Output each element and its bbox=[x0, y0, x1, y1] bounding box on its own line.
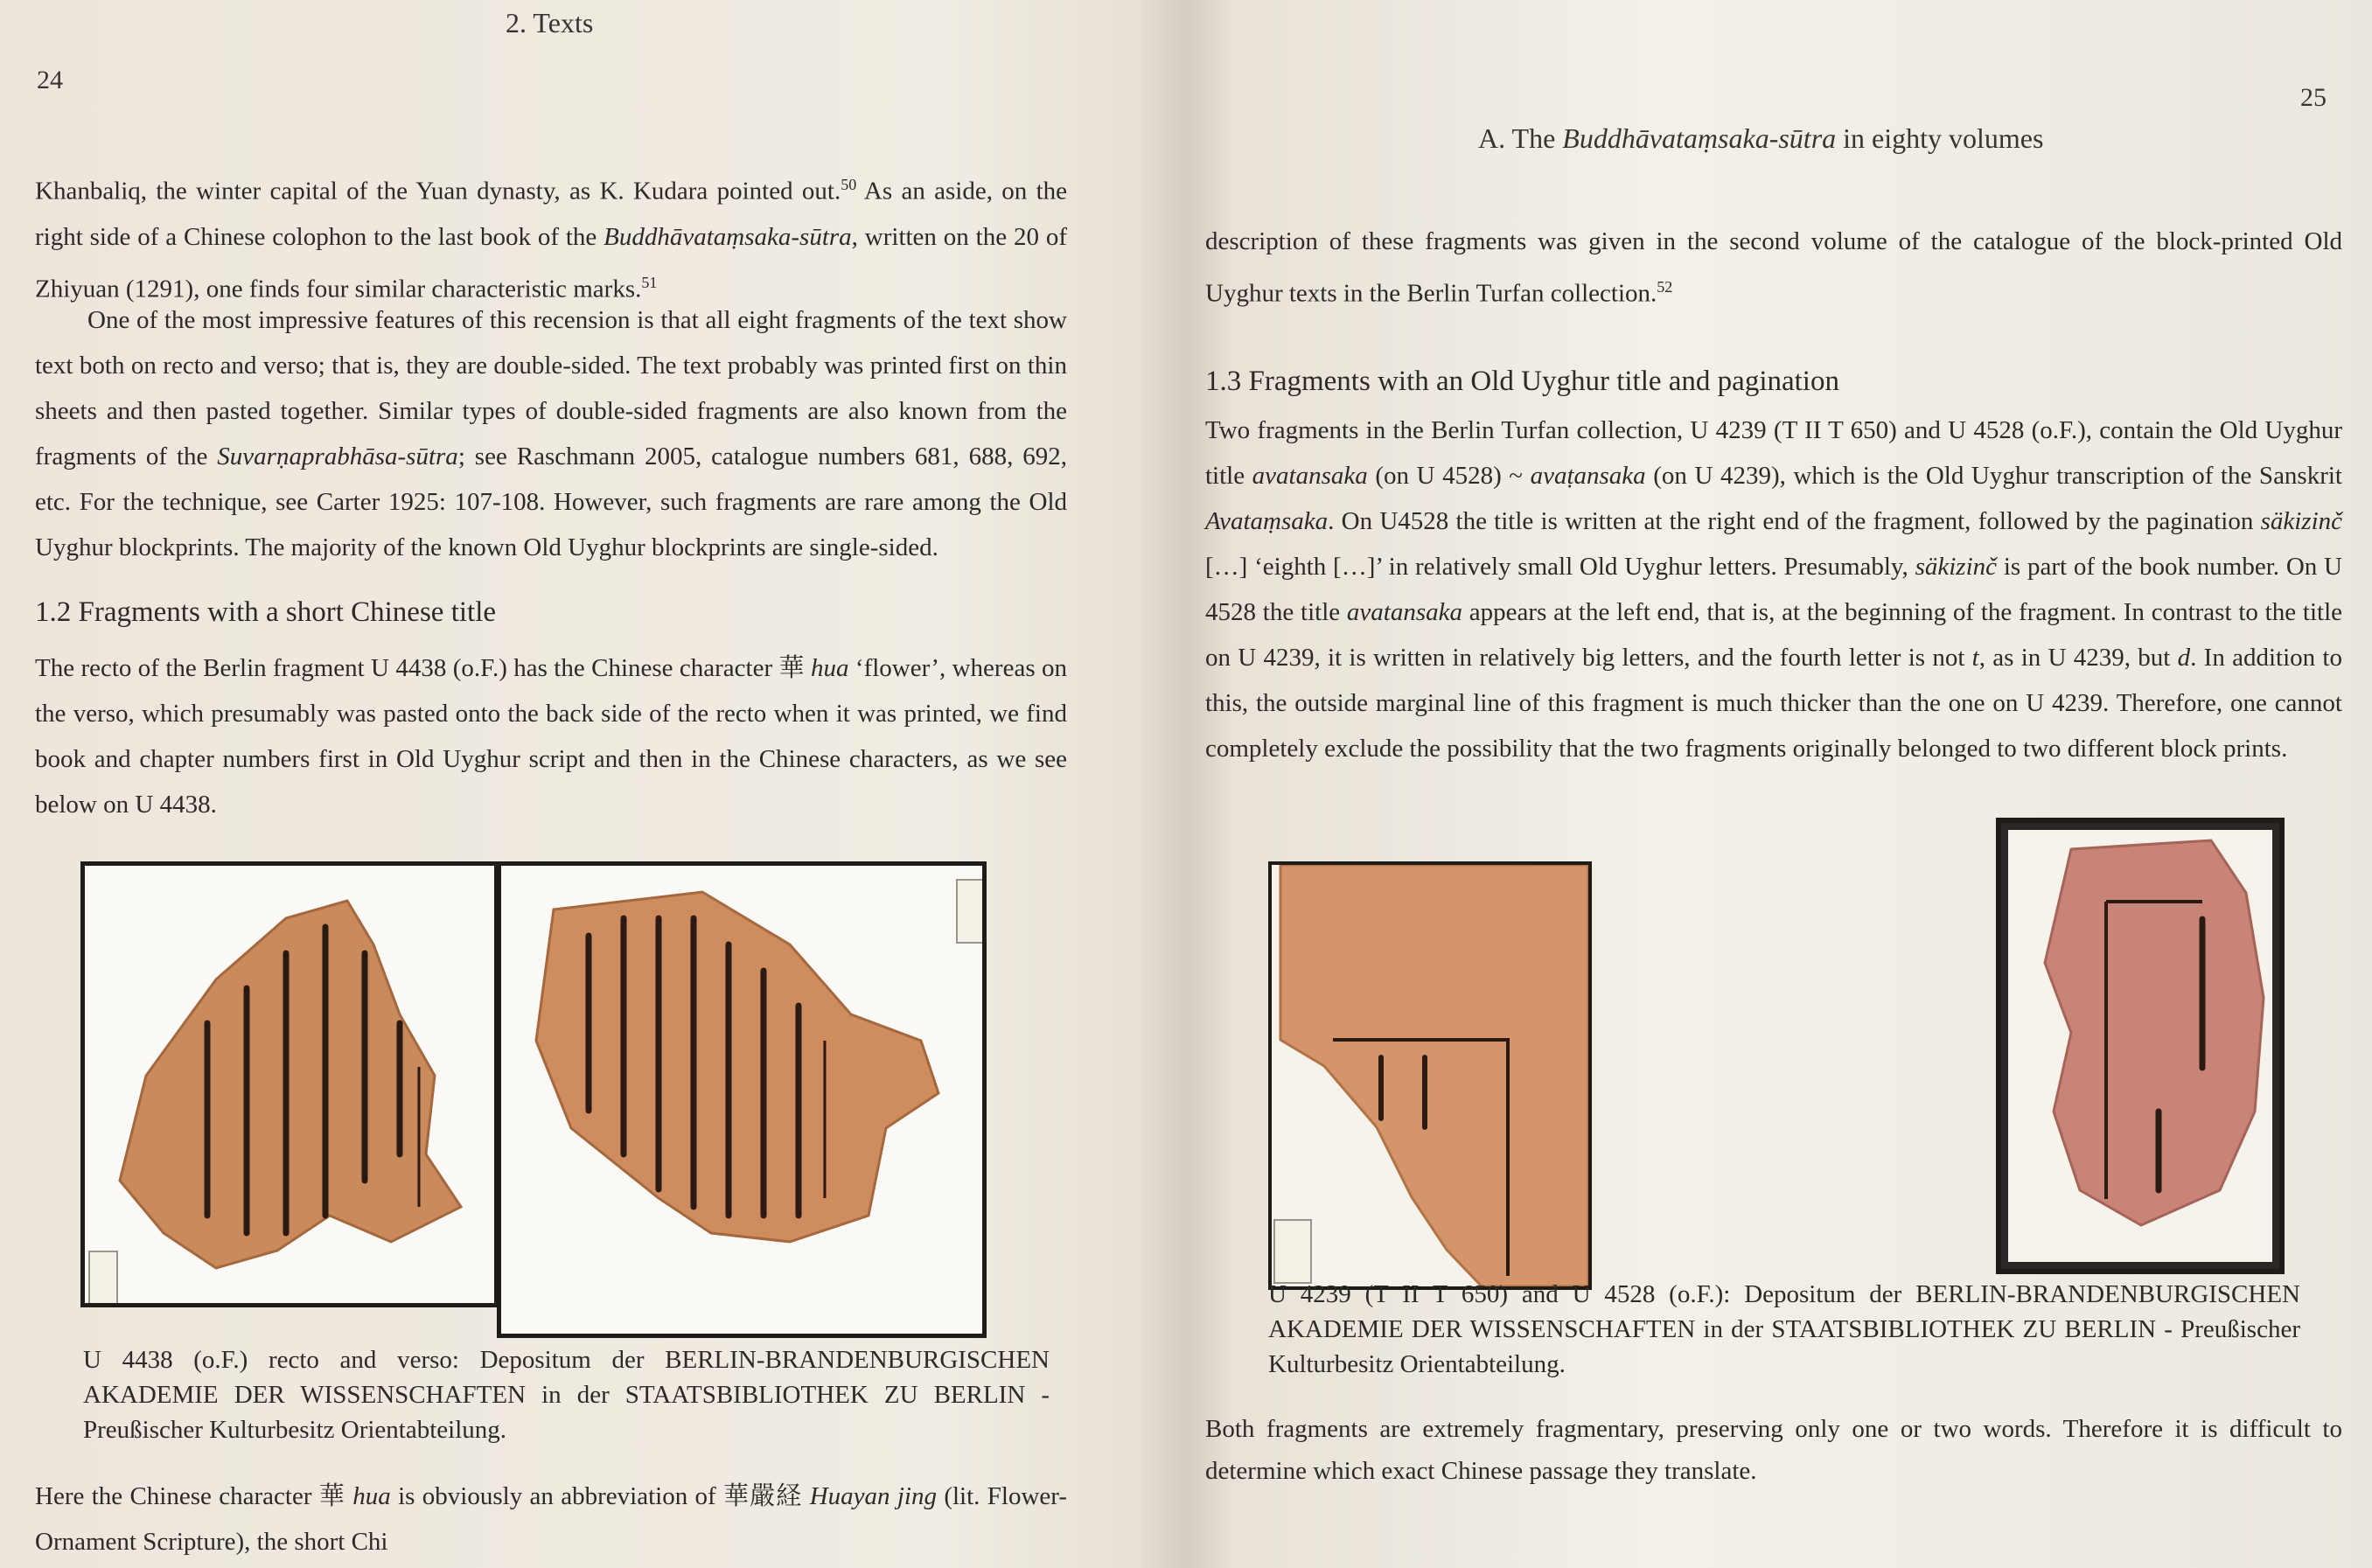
text-run: . In addition to this, the outside marginal line of this fragment is much thicker than the one on U 4239. Therefore, one cannot completely exclude the possibility that the two fragments originally belonged to two different block prints. bbox=[1205, 644, 2342, 763]
section-heading-1-2: 1.2 Fragments with a short Chinese title bbox=[35, 596, 497, 628]
text-run: is part of the book number. On U 4528 the title bbox=[1205, 553, 2343, 626]
right-figure-caption: U 4239 (T II T 650) and U 4528 (o.F.): Depositum der BERLIN-BRANDENBURGISCHEN AKADEMIE DER WISSENSCHAFTEN in der STAATSBIBLIOTHEK ZU BERLIN - Preußischer Kulturbesitz Orientabteilung. bbox=[1268, 1280, 2300, 1378]
italic-term: Huayan jing bbox=[809, 1482, 937, 1510]
left-page bbox=[0, 0, 1085, 1568]
italic-term: Suvarṇaprabhāsa-sūtra bbox=[217, 443, 458, 470]
text-run: , written on the 20 of Zhiyuan (1291), one finds four similar characteristic marks. bbox=[35, 222, 1067, 303]
italic-term: t bbox=[1971, 644, 1979, 672]
italic-term: säkizinč bbox=[1915, 553, 1998, 581]
text-run: Two fragments in the Berlin Turfan collection, U 4239 (T II T 650) and U 4528 (o.F.), contain the Old Uyghur title bbox=[1205, 416, 2342, 490]
text-run: description of these fragments was given in the second volume of the catalogue of the block-printed Old Uyghur texts in the Berlin Turfan collection. bbox=[1205, 227, 2342, 308]
specimen-label bbox=[956, 879, 984, 944]
text-run: in eighty volumes bbox=[1836, 122, 2044, 154]
text-run: The recto of the Berlin fragment U 4438 (o.F.) has the Chinese character 華 bbox=[35, 654, 812, 682]
text-run: Khanbaliq, the winter capital of the Yuan dynasty, as K. Kudara pointed out. bbox=[35, 177, 841, 206]
left-paragraph-2 bbox=[35, 297, 1067, 570]
footnote-ref[interactable]: 52 bbox=[1657, 278, 1673, 296]
text-run: A. The bbox=[1478, 122, 1563, 154]
left-bottom-paragraph bbox=[35, 1474, 1067, 1565]
right-section-paragraph bbox=[1205, 408, 2342, 771]
figure-recto-u4438 bbox=[80, 861, 499, 1307]
text-run: (on U 4239), which is the Old Uyghur transcription of the Sanskrit bbox=[1645, 462, 2342, 490]
figure-verso-u4438 bbox=[497, 861, 987, 1338]
text-run: One of the most impressive features of this recension is that all eight fragments of the text show text both on recto and verso; that is, they are double-sided. The text probably was printed first on thin sheets and then pasted together. Similar types of double-sided fragments are also known from the fragments of the bbox=[35, 306, 1067, 470]
figure-u4528 bbox=[1996, 818, 2285, 1274]
italic-term: Avataṃsaka bbox=[1205, 507, 1329, 535]
section-heading-1-3: 1.3 Fragments with an Old Uyghur title and pagination bbox=[1205, 366, 1839, 397]
left-figure-caption: U 4438 (o.F.) recto and verso: Depositum der BERLIN-BRANDENBURGISCHEN AKADEMIE DER WISSENSCHAFTEN in der STAATSBIBLIOTHEK ZU BERLIN - Preußischer Kulturbesitz Orientabteilung. bbox=[83, 1346, 1050, 1444]
italic-term: Buddhāvataṃsaka-sūtra bbox=[603, 222, 852, 251]
right-page-number: 25 bbox=[2300, 83, 2327, 112]
footnote-ref[interactable]: 51 bbox=[641, 273, 658, 291]
italic-term: avatansaka bbox=[1252, 462, 1368, 490]
left-section-paragraph bbox=[35, 645, 1067, 827]
italic-term: d bbox=[2177, 644, 2191, 672]
text-run: (on U 4528) ~ bbox=[1367, 462, 1531, 490]
text-run: ‘flower’, whereas on the verso, which presumably was pasted onto the back side of the recto when it was printed, we find book and chapter numbers first in Old Uyghur script and then in the Chinese characters, as we see below on U 4438. bbox=[35, 654, 1067, 819]
italic-term: avaṭansaka bbox=[1530, 462, 1646, 490]
text-run: . On U4528 the title is written at the right end of the fragment, followed by the pagination bbox=[1328, 507, 2261, 535]
right-intro-paragraph bbox=[1205, 219, 2342, 317]
fragment-u4239-image bbox=[1272, 865, 1588, 1286]
footnote-ref[interactable]: 50 bbox=[841, 176, 857, 193]
left-page-number: 24 bbox=[37, 66, 63, 94]
specimen-label bbox=[88, 1251, 118, 1307]
text-run: […] ‘eighth […]’ in relatively small Old Uyghur letters. Presumably, bbox=[1205, 553, 1915, 581]
right-closing-paragraph: Both fragments are extremely fragmentary, preserving only one or two words. Therefore it is difficult to determine which exact Chinese passage they translate. bbox=[1205, 1415, 2342, 1485]
specimen-label bbox=[1273, 1219, 1312, 1284]
text-run: Here the Chinese character 華 bbox=[35, 1482, 353, 1510]
text-run: As an aside, on the right side of a Chinese colophon to the last book of the bbox=[35, 177, 1067, 251]
right-page bbox=[1128, 0, 2353, 1568]
fragment-recto-image bbox=[85, 866, 496, 1303]
figure-u4239 bbox=[1268, 861, 1592, 1290]
fragment-verso-image bbox=[501, 866, 982, 1334]
text-run: (lit. Flower-Ornament Scripture), the short Chi bbox=[35, 1482, 1067, 1556]
italic-term: hua bbox=[811, 654, 849, 682]
left-running-head: 2. Texts bbox=[506, 7, 594, 38]
text-run: , as in U 4239, but bbox=[1978, 644, 2178, 672]
italic-term: avatansaka bbox=[1346, 598, 1463, 626]
left-paragraph-1 bbox=[35, 162, 1067, 311]
italic-term: Buddhāvataṃsaka-sūtra bbox=[1562, 122, 1837, 154]
italic-term: hua bbox=[352, 1482, 391, 1510]
text-run: is obviously an abbreviation of 華嚴経 bbox=[390, 1482, 810, 1510]
text-run: ; see Raschmann 2005, catalogue numbers 681, 688, 692, etc. For the technique, see Carter 1925: 107-108. However, such fragments are rare among the Old Uyghur blockprints. The majority of the known Old Uyghur blockprints are single-sided. bbox=[35, 443, 1068, 561]
right-running-head bbox=[1478, 122, 2043, 155]
text-run: appears at the left end, that is, at the beginning of the fragment. In contrast to the title on U 4239, it is written in relatively big letters, and the fourth letter is not bbox=[1205, 598, 2342, 672]
fragment-u4528-image bbox=[2001, 823, 2279, 1269]
italic-term: säkizinč bbox=[2260, 507, 2342, 535]
